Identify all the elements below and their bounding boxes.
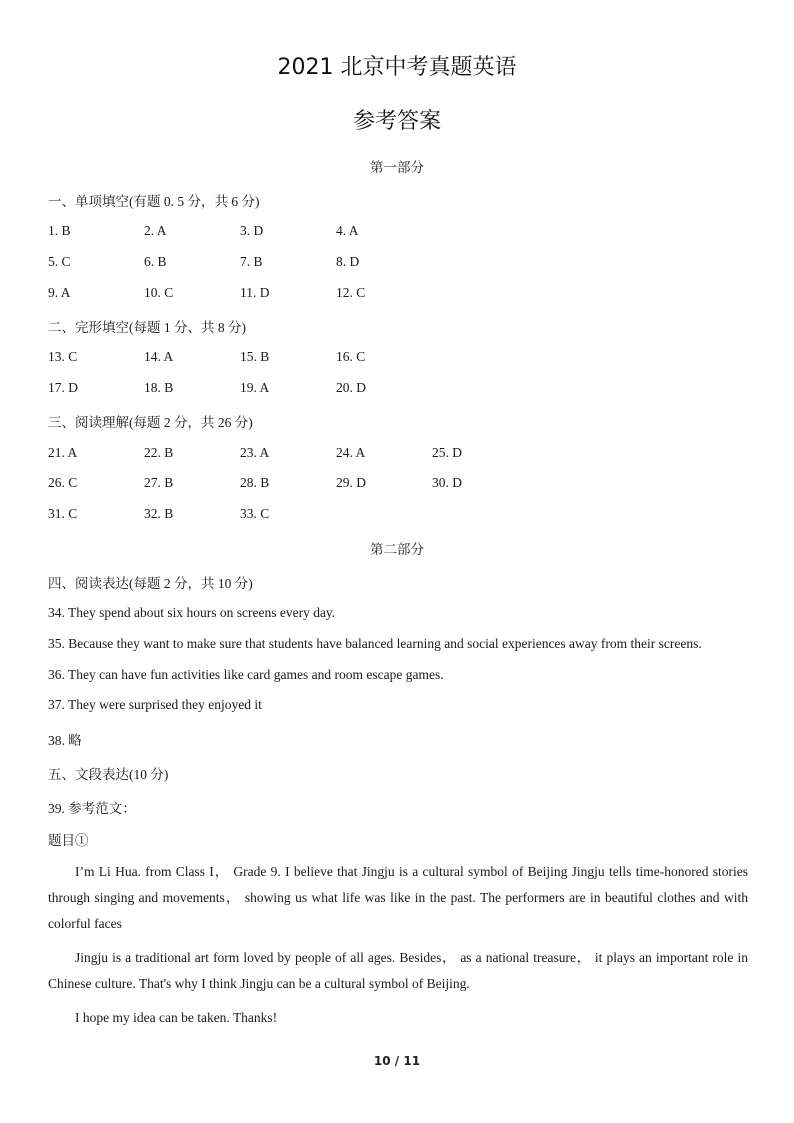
part-two-label: 第二部分: [370, 542, 424, 557]
answer-item: 20. D: [336, 380, 366, 395]
section-five-heading: 五、文段表达(10 分): [48, 767, 169, 782]
section-one-heading: 一、单项填空(有题 0. 5 分，共 6 分): [48, 194, 260, 209]
answer-item: 1. B: [48, 223, 71, 238]
essay-paragraph-3: I hope my idea can be taken. Thanks!: [75, 1010, 278, 1025]
answer-item: 5. C: [48, 254, 71, 269]
answer-item: 29. D: [336, 475, 366, 490]
answer-item: 10. C: [144, 285, 174, 300]
answer-item: 27. B: [144, 475, 174, 490]
answer-item: 8. D: [336, 254, 360, 269]
essay-item-label: 39. 参考范文：: [48, 801, 136, 816]
answer-34: 34. They spend about six hours on screens every day.: [48, 605, 336, 620]
answer-item: 16. C: [336, 349, 366, 364]
answer-item: 22. B: [144, 445, 174, 460]
answer-item: 25. D: [432, 445, 462, 460]
answer-item: 6. B: [144, 254, 167, 269]
answer-item: 28. B: [240, 475, 270, 490]
document-title: 2021 北京中考真题英语: [277, 55, 517, 80]
answer-item: 4. A: [336, 223, 359, 238]
essay-paragraph-1: I’m Li Hua. from Class I， Grade 9. I believe that Jingju is a cultural symbol of Beijing Jingju tells time-honored stories through singing and movements， showing us what life was like in the past. The performers are in beautiful clothes and with colorful faces: [48, 864, 748, 931]
document-subtitle: 参考答案: [352, 109, 441, 134]
answer-item: 19. A: [240, 380, 270, 395]
answer-item: 32. B: [144, 506, 174, 521]
answer-item: 18. B: [144, 380, 174, 395]
answer-item: 13. C: [48, 349, 78, 364]
answer-item: 12. C: [336, 285, 366, 300]
answer-item: 31. C: [48, 506, 78, 521]
essay-topic-label: 题目①: [48, 833, 89, 848]
answer-item: 15. B: [240, 349, 270, 364]
answer-item: 2. A: [144, 223, 167, 238]
answer-item: 21. A: [48, 445, 78, 460]
essay-paragraph-2: Jingju is a traditional art form loved by people of all ages. Besides， as a national treasure， it plays an important role in Chinese culture. That's why I think Jingju can be a cultural symbol of Beijing.: [48, 950, 748, 991]
answer-item: 23. A: [240, 445, 270, 460]
answer-item: 3. D: [240, 223, 264, 238]
part-one-label: 第一部分: [370, 160, 424, 175]
page-number: 10 / 11: [373, 1054, 421, 1068]
section-two-heading: 二、完形填空(每题 1 分、共 8 分): [48, 320, 246, 335]
answer-item: 11. D: [240, 285, 270, 300]
answer-36: 36. They can have fun activities like card games and room escape games.: [48, 667, 444, 682]
answer-item: 9. A: [48, 285, 71, 300]
answer-item: 7. B: [240, 254, 263, 269]
answer-item: 26. C: [48, 475, 78, 490]
section-four-heading: 四、阅读表达(每题 2 分，共 10 分): [48, 576, 253, 591]
answer-item: 17. D: [48, 380, 78, 395]
section-three-heading: 三、阅读理解(每题 2 分，共 26 分): [48, 415, 253, 430]
answer-37: 37. They were surprised they enjoyed it: [48, 697, 262, 712]
answer-35: 35. Because they want to make sure that students have balanced learning and social experiences away from their screens.: [48, 636, 702, 651]
answer-item: 24. A: [336, 445, 366, 460]
answer-item: 30. D: [432, 475, 462, 490]
answer-item: 33. C: [240, 506, 270, 521]
answer-item: 14. A: [144, 349, 174, 364]
answer-38: 38. 略: [48, 733, 82, 748]
